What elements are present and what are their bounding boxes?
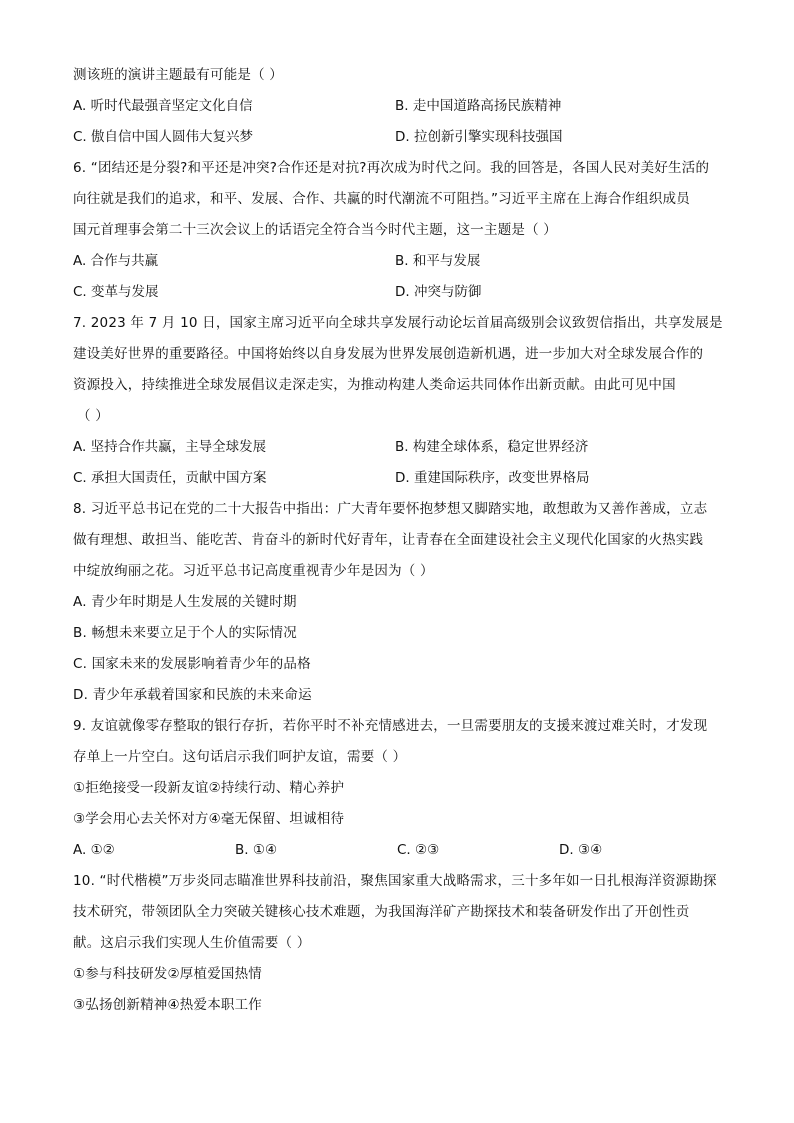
q9-options-row bbox=[73, 835, 723, 866]
exam-page bbox=[73, 60, 723, 1021]
q7-stem-line: 7. 2023 年 7 月 10 日，国家主席习近平向全球共享发展行动论坛首届高级别会议致贺信指出，共享发展是 bbox=[73, 315, 723, 331]
q7-option-a: A. 坚持合作共赢，主导全球发展 bbox=[73, 439, 267, 455]
q7-option-c: C. 承担大国责任，贡献中国方案 bbox=[73, 470, 267, 486]
q8-option-b: B. 畅想未来要立足于个人的实际情况 bbox=[73, 625, 297, 641]
q9-stem-line: 9. 友谊就像零存整取的银行存折，若你平时不补充情感进去，一旦需要朋友的支援来渡过难关时，才发现 bbox=[73, 718, 708, 734]
q5-options-row-2 bbox=[73, 122, 723, 153]
q9-option-d: D. ③④ bbox=[559, 842, 603, 858]
q8-option-d: D. 青少年承载着国家和民族的未来命运 bbox=[73, 687, 312, 703]
q5-option-b: B. 走中国道路高扬民族精神 bbox=[395, 98, 562, 114]
q5-options-row-1 bbox=[73, 91, 723, 122]
q6-stem-line: 6. “团结还是分裂?和平还是冲突?合作还是对抗?再次成为时代之问。我的回答是，各国人民对美好生活的 bbox=[73, 160, 710, 176]
q8-option-a: A. 青少年时期是人生发展的关键时期 bbox=[73, 594, 297, 610]
q7-answer-paren: （ ） bbox=[77, 408, 109, 424]
q8-option-c: C. 国家未来的发展影响着青少年的品格 bbox=[73, 656, 311, 672]
q6-stem-line: 国元首理事会第二十三次会议上的话语完全符合当今时代主题，这一主题是（ ） bbox=[73, 222, 557, 238]
q7-options-row-2 bbox=[73, 463, 723, 494]
q6-option-a: A. 合作与共赢 bbox=[73, 253, 159, 269]
q7-options-row-1 bbox=[73, 432, 723, 463]
q7-stem-line: 资源投入，持续推进全球发展倡议走深走实，为推动构建人类命运共同体作出新贡献。由此可见中国 bbox=[73, 377, 676, 393]
q10-statement-line: ①参与科技研发②厚植爱国热情 bbox=[73, 966, 263, 982]
q6-option-c: C. 变革与发展 bbox=[73, 284, 159, 300]
q6-options-row-1 bbox=[73, 246, 723, 277]
q8-stem-line: 8. 习近平总书记在党的二十大报告中指出：广大青年要怀抱梦想又脚踏实地，敢想敢为又善作善成，立志 bbox=[73, 501, 708, 517]
q5-option-d: D. 拉创新引擎实现科技强国 bbox=[395, 129, 563, 145]
q8-stem-line: 做有理想、敢担当、能吃苦、肯奋斗的新时代好青年，让青春在全面建设社会主义现代化国家的火热实践 bbox=[73, 532, 704, 548]
q9-option-c: C. ②③ bbox=[397, 842, 440, 858]
q9-statement-line: ③学会用心去关怀对方④毫无保留、坦诚相待 bbox=[73, 811, 345, 827]
q7-option-b: B. 构建全球体系，稳定世界经济 bbox=[395, 439, 589, 455]
q10-statement-line: ③弘扬创新精神④热爱本职工作 bbox=[73, 997, 263, 1013]
q9-statement-line: ①拒绝接受一段新友谊②持续行动、精心养护 bbox=[73, 780, 345, 796]
q5-option-c: C. 傲自信中国人圆伟大复兴梦 bbox=[73, 129, 254, 145]
q6-option-d: D. 冲突与防御 bbox=[395, 284, 482, 300]
q6-option-b: B. 和平与发展 bbox=[395, 253, 481, 269]
q6-stem-line: 向往就是我们的追求，和平、发展、合作、共赢的时代潮流不可阻挡。”习近平主席在上海合作组织成员 bbox=[73, 191, 690, 207]
q8-stem-line: 中绽放绚丽之花。习近平总书记高度重视青少年是因为（ ） bbox=[73, 563, 434, 579]
q7-stem-line: 建设美好世界的重要路径。中国将始终以自身发展为世界发展创造新机遇，进一步加大对全球发展合作的 bbox=[73, 346, 704, 362]
q9-option-b: B. ①④ bbox=[235, 842, 278, 858]
q10-stem-line: 技术研究，带领团队全力突破关键核心技术难题，为我国海洋矿产勘探技术和装备研发作出了开创性贡 bbox=[73, 904, 690, 920]
q6-options-row-2 bbox=[73, 277, 723, 308]
q10-stem-line: 献。这启示我们实现人生价值需要（ ） bbox=[73, 935, 311, 951]
q5-option-a: A. 听时代最强音坚定文化自信 bbox=[73, 98, 253, 114]
q10-stem-line: 10. “时代楷模”万步炎同志瞄准世界科技前沿，聚焦国家重大战略需求，三十多年如一日扎根海洋资源勘探 bbox=[73, 873, 717, 889]
q9-option-a: A. ①② bbox=[73, 842, 115, 858]
q5-stem-tail: 测该班的演讲主题最有可能是（ ） bbox=[73, 67, 283, 83]
q7-option-d: D. 重建国际秩序，改变世界格局 bbox=[395, 470, 590, 486]
q9-stem-line: 存单上一片空白。这句话启示我们呵护友谊，需要（ ） bbox=[73, 749, 407, 765]
